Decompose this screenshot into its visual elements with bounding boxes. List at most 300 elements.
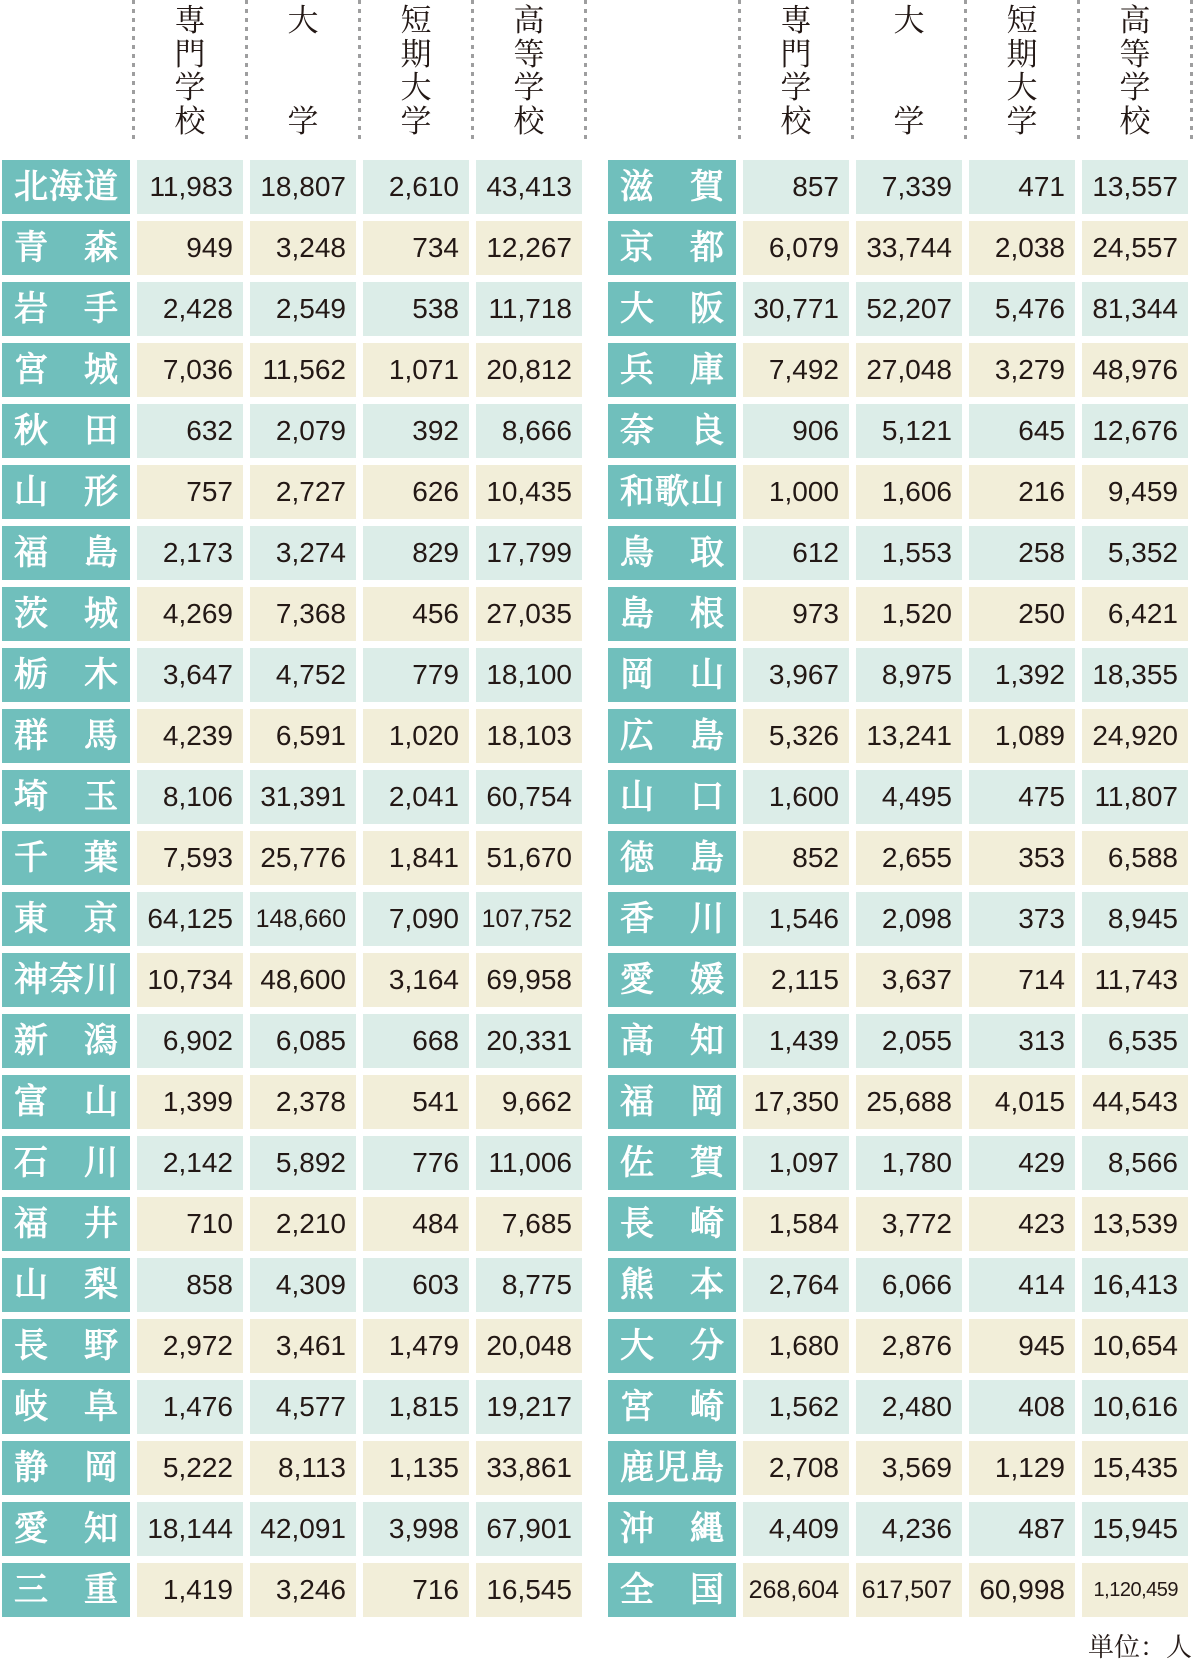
char: 本: [690, 1266, 724, 1304]
char: 学: [893, 104, 925, 139]
char: 千: [14, 839, 48, 877]
value-cell: 779: [363, 648, 469, 702]
value-cell: 10,616: [1082, 1380, 1188, 1434]
prefecture-label: [608, 709, 736, 763]
char: 青: [14, 229, 48, 267]
value-cell: 60,998: [969, 1563, 1075, 1617]
value-cell: 24,920: [1082, 709, 1188, 763]
char: 児: [655, 1449, 689, 1487]
value-cell: 8,106: [137, 770, 243, 824]
value-cell: 945: [969, 1319, 1075, 1373]
value-cell: 51,670: [476, 831, 582, 885]
char: 愛: [620, 961, 654, 999]
value-cell: 6,902: [137, 1014, 243, 1068]
value-cell: 43,413: [476, 160, 582, 214]
value-cell: 1,135: [363, 1441, 469, 1495]
value-cell: 10,734: [137, 953, 243, 1007]
char: 島: [620, 595, 654, 633]
value-cell: 44,543: [1082, 1075, 1188, 1129]
value-cell: 15,945: [1082, 1502, 1188, 1556]
value-cell: 8,775: [476, 1258, 582, 1312]
prefecture-label: [608, 221, 736, 275]
value-cell: 1,020: [363, 709, 469, 763]
char: 兵: [620, 351, 654, 389]
char: 群: [14, 717, 48, 755]
value-cell: 906: [743, 404, 849, 458]
value-cell: 1,562: [743, 1380, 849, 1434]
char: 和: [620, 473, 654, 511]
char: 阪: [690, 290, 724, 328]
value-cell: 1,476: [137, 1380, 243, 1434]
value-cell: 8,113: [250, 1441, 356, 1495]
value-cell: 2,055: [856, 1014, 962, 1068]
char: 学: [513, 70, 545, 106]
value-cell: 373: [969, 892, 1075, 946]
value-cell: 27,048: [856, 343, 962, 397]
char: 短: [1006, 3, 1038, 38]
value-cell: 16,413: [1082, 1258, 1188, 1312]
value-cell: 5,121: [856, 404, 962, 458]
value-cell: 1,097: [743, 1136, 849, 1190]
value-cell: 8,566: [1082, 1136, 1188, 1190]
value-cell: 1,439: [743, 1014, 849, 1068]
value-cell: 617,507: [856, 1563, 962, 1617]
value-cell: 19,217: [476, 1380, 582, 1434]
value-cell: 2,764: [743, 1258, 849, 1312]
value-cell: 1,815: [363, 1380, 469, 1434]
char: 期: [1006, 36, 1038, 72]
char: 重: [84, 1571, 118, 1609]
value-cell: 714: [969, 953, 1075, 1007]
value-cell: 268,604: [743, 1563, 849, 1617]
value-cell: 18,807: [250, 160, 356, 214]
char: 専: [174, 3, 206, 38]
char: 高: [620, 1022, 654, 1060]
value-cell: 7,339: [856, 160, 962, 214]
value-cell: 2,428: [137, 282, 243, 336]
char: 玉: [84, 778, 118, 816]
value-cell: 20,048: [476, 1319, 582, 1373]
char: 専: [780, 3, 812, 38]
char: 学: [1006, 103, 1038, 139]
value-cell: 5,476: [969, 282, 1075, 336]
char: 静: [14, 1449, 48, 1487]
value-cell: 2,727: [250, 465, 356, 519]
char: 校: [1119, 103, 1151, 139]
value-cell: 487: [969, 1502, 1075, 1556]
value-cell: 1,089: [969, 709, 1075, 763]
prefecture-label: [2, 1380, 130, 1434]
value-cell: 1,606: [856, 465, 962, 519]
value-cell: 15,435: [1082, 1441, 1188, 1495]
char: 岡: [690, 1083, 724, 1121]
column-header: [743, 0, 849, 145]
value-cell: 1,520: [856, 587, 962, 641]
char: 賀: [690, 1144, 724, 1182]
char: 埼: [14, 778, 48, 816]
value-cell: 2,210: [250, 1197, 356, 1251]
value-cell: 33,861: [476, 1441, 582, 1495]
value-cell: 7,492: [743, 343, 849, 397]
value-cell: 11,983: [137, 160, 243, 214]
value-cell: 107,752: [476, 892, 582, 946]
char: 高: [513, 3, 545, 38]
value-cell: 4,015: [969, 1075, 1075, 1129]
value-cell: 353: [969, 831, 1075, 885]
value-cell: 10,654: [1082, 1319, 1188, 1373]
value-cell: 27,035: [476, 587, 582, 641]
prefecture-label: [2, 526, 130, 580]
char: 大: [893, 3, 925, 38]
prefecture-label: [2, 343, 130, 397]
value-cell: 973: [743, 587, 849, 641]
value-cell: 48,976: [1082, 343, 1188, 397]
value-cell: 414: [969, 1258, 1075, 1312]
value-cell: 18,100: [476, 648, 582, 702]
char: 三: [14, 1571, 48, 1609]
value-cell: 1,399: [137, 1075, 243, 1129]
value-cell: 25,776: [250, 831, 356, 885]
table-left: [2, 0, 582, 1617]
table-right-header: [608, 0, 1188, 145]
prefecture-label: [2, 1563, 130, 1617]
value-cell: 16,545: [476, 1563, 582, 1617]
value-cell: 30,771: [743, 282, 849, 336]
prefecture-label: [2, 1014, 130, 1068]
value-cell: 25,688: [856, 1075, 962, 1129]
table-right: [608, 0, 1188, 1617]
value-cell: 1,600: [743, 770, 849, 824]
char: 京: [84, 900, 118, 938]
value-cell: 6,421: [1082, 587, 1188, 641]
char: 媛: [690, 961, 724, 999]
value-cell: 408: [969, 1380, 1075, 1434]
value-cell: 31,391: [250, 770, 356, 824]
value-cell: 148,660: [250, 892, 356, 946]
value-cell: 2,041: [363, 770, 469, 824]
char: 学: [1119, 70, 1151, 106]
value-cell: 216: [969, 465, 1075, 519]
prefecture-label: [608, 587, 736, 641]
char: 高: [1119, 3, 1151, 38]
value-cell: 3,246: [250, 1563, 356, 1617]
prefecture-label: [608, 953, 736, 1007]
value-cell: 20,331: [476, 1014, 582, 1068]
prefecture-label: [2, 404, 130, 458]
value-cell: 4,577: [250, 1380, 356, 1434]
value-cell: 81,344: [1082, 282, 1188, 336]
char: 福: [14, 534, 48, 572]
value-cell: 5,222: [137, 1441, 243, 1495]
value-cell: 2,549: [250, 282, 356, 336]
value-cell: 8,945: [1082, 892, 1188, 946]
prefecture-label: [608, 1380, 736, 1434]
char: 等: [1119, 36, 1151, 72]
value-cell: 3,274: [250, 526, 356, 580]
char: 知: [84, 1510, 118, 1548]
char: 校: [780, 103, 812, 139]
char: 山: [690, 473, 724, 511]
header-corner-spacer: [2, 0, 130, 145]
value-cell: 6,591: [250, 709, 356, 763]
value-cell: 10,435: [476, 465, 582, 519]
char: 石: [14, 1144, 48, 1182]
value-cell: 1,546: [743, 892, 849, 946]
char: 馬: [84, 717, 118, 755]
char: 東: [14, 900, 48, 938]
value-cell: 1,071: [363, 343, 469, 397]
value-cell: 1,841: [363, 831, 469, 885]
value-cell: 258: [969, 526, 1075, 580]
value-cell: 668: [363, 1014, 469, 1068]
value-cell: 2,480: [856, 1380, 962, 1434]
value-cell: 7,593: [137, 831, 243, 885]
value-cell: 1,120,459: [1082, 1563, 1188, 1617]
char: 井: [84, 1205, 118, 1243]
prefecture-label: [608, 831, 736, 885]
char: 鳥: [620, 534, 654, 572]
value-cell: 4,239: [137, 709, 243, 763]
char: 崎: [690, 1388, 724, 1426]
prefecture-label: [608, 770, 736, 824]
char: 期: [400, 36, 432, 72]
value-cell: 423: [969, 1197, 1075, 1251]
value-cell: 626: [363, 465, 469, 519]
char: 岩: [14, 290, 48, 328]
value-cell: 1,584: [743, 1197, 849, 1251]
value-cell: 4,269: [137, 587, 243, 641]
value-cell: 2,142: [137, 1136, 243, 1190]
value-cell: 60,754: [476, 770, 582, 824]
value-cell: 3,569: [856, 1441, 962, 1495]
char: 歌: [655, 473, 689, 511]
value-cell: 7,685: [476, 1197, 582, 1251]
value-cell: 7,368: [250, 587, 356, 641]
value-cell: 456: [363, 587, 469, 641]
char: 学: [287, 104, 319, 139]
header-corner-spacer: [608, 0, 736, 145]
value-cell: 3,772: [856, 1197, 962, 1251]
value-cell: 17,799: [476, 526, 582, 580]
char: 大: [620, 1327, 654, 1365]
char: 庫: [690, 351, 724, 389]
char: 広: [620, 717, 654, 755]
value-cell: 6,588: [1082, 831, 1188, 885]
value-cell: 6,079: [743, 221, 849, 275]
value-cell: 858: [137, 1258, 243, 1312]
prefecture-label: [2, 709, 130, 763]
char: 島: [690, 839, 724, 877]
value-cell: 13,539: [1082, 1197, 1188, 1251]
prefecture-label: [2, 587, 130, 641]
value-cell: 757: [137, 465, 243, 519]
value-cell: 7,036: [137, 343, 243, 397]
value-cell: 2,098: [856, 892, 962, 946]
value-cell: 11,006: [476, 1136, 582, 1190]
value-cell: 7,090: [363, 892, 469, 946]
char: 岡: [84, 1449, 118, 1487]
char: 全: [620, 1571, 654, 1609]
value-cell: 776: [363, 1136, 469, 1190]
char: 島: [690, 1449, 724, 1487]
value-cell: 1,419: [137, 1563, 243, 1617]
column-header: [137, 0, 243, 145]
char: 校: [513, 103, 545, 139]
char: 長: [14, 1327, 48, 1365]
prefecture-label: [608, 160, 736, 214]
prefecture-label: [2, 1136, 130, 1190]
prefecture-label: [2, 892, 130, 946]
char: 秋: [14, 412, 48, 450]
value-cell: 612: [743, 526, 849, 580]
char: 良: [690, 412, 724, 450]
column-header: [969, 0, 1075, 145]
char: 佐: [620, 1144, 654, 1182]
char: 川: [84, 1144, 118, 1182]
char: 城: [84, 351, 118, 389]
char: 国: [690, 1571, 724, 1609]
char: 宮: [14, 351, 48, 389]
value-cell: 6,535: [1082, 1014, 1188, 1068]
prefecture-label: [2, 1197, 130, 1251]
char: 神: [14, 961, 48, 999]
char: 沖: [620, 1510, 654, 1548]
value-cell: 1,780: [856, 1136, 962, 1190]
char: 熊: [620, 1266, 654, 1304]
value-cell: 2,972: [137, 1319, 243, 1373]
char: 手: [84, 290, 118, 328]
value-cell: 313: [969, 1014, 1075, 1068]
value-cell: 541: [363, 1075, 469, 1129]
value-cell: 538: [363, 282, 469, 336]
char: 大: [400, 70, 432, 106]
table-left-body: [2, 160, 582, 1617]
value-cell: 6,085: [250, 1014, 356, 1068]
prefecture-label: [2, 282, 130, 336]
char: 田: [84, 412, 118, 450]
prefecture-label: [608, 1197, 736, 1251]
value-cell: 18,103: [476, 709, 582, 763]
value-cell: 734: [363, 221, 469, 275]
char: 根: [690, 595, 724, 633]
value-cell: 8,975: [856, 648, 962, 702]
char: 城: [84, 595, 118, 633]
value-cell: 2,079: [250, 404, 356, 458]
char: 愛: [14, 1510, 48, 1548]
value-cell: 12,676: [1082, 404, 1188, 458]
column-header: [476, 0, 582, 145]
char: 大: [620, 290, 654, 328]
char: 等: [513, 36, 545, 72]
char: 徳: [620, 839, 654, 877]
value-cell: 710: [137, 1197, 243, 1251]
char: 奈: [49, 961, 83, 999]
char: 山: [84, 1083, 118, 1121]
value-cell: 852: [743, 831, 849, 885]
char: 岐: [14, 1388, 48, 1426]
unit-note: 単位：人: [1087, 1632, 1192, 1662]
char: 大: [287, 3, 319, 38]
prefecture-label: [608, 1075, 736, 1129]
value-cell: 632: [137, 404, 243, 458]
char: 校: [174, 103, 206, 139]
value-cell: 250: [969, 587, 1075, 641]
prefecture-label: [2, 221, 130, 275]
char: 分: [690, 1327, 724, 1365]
value-cell: 17,350: [743, 1075, 849, 1129]
char: 取: [690, 534, 724, 572]
char: 北: [14, 168, 48, 206]
prefecture-label: [608, 892, 736, 946]
prefecture-label: [608, 648, 736, 702]
char: 口: [690, 778, 724, 816]
char: 長: [620, 1205, 654, 1243]
value-cell: 1,129: [969, 1441, 1075, 1495]
char: 縄: [690, 1510, 724, 1548]
value-cell: 8,666: [476, 404, 582, 458]
char: 道: [84, 168, 118, 206]
char: 木: [84, 656, 118, 694]
value-cell: 645: [969, 404, 1075, 458]
char: 川: [84, 961, 118, 999]
char: 川: [690, 900, 724, 938]
value-cell: 13,241: [856, 709, 962, 763]
value-cell: 2,708: [743, 1441, 849, 1495]
char: 梨: [84, 1266, 118, 1304]
value-cell: 1,479: [363, 1319, 469, 1373]
char: 香: [620, 900, 654, 938]
char: 新: [14, 1022, 48, 1060]
column-header: [363, 0, 469, 145]
char: 山: [14, 1266, 48, 1304]
char: 野: [84, 1327, 118, 1365]
value-cell: 52,207: [856, 282, 962, 336]
value-cell: 1,000: [743, 465, 849, 519]
prefecture-label: [608, 343, 736, 397]
value-cell: 2,115: [743, 953, 849, 1007]
char: 短: [400, 3, 432, 38]
prefecture-label: [2, 1441, 130, 1495]
char: 阜: [84, 1388, 118, 1426]
value-cell: 18,355: [1082, 648, 1188, 702]
prefecture-label: [608, 1563, 736, 1617]
char: 海: [49, 168, 83, 206]
value-cell: 2,038: [969, 221, 1075, 275]
char: 山: [620, 778, 654, 816]
prefecture-label: [608, 1441, 736, 1495]
prefecture-label: [2, 465, 130, 519]
value-cell: 1,680: [743, 1319, 849, 1373]
value-cell: 24,557: [1082, 221, 1188, 275]
value-cell: 69,958: [476, 953, 582, 1007]
value-cell: 392: [363, 404, 469, 458]
char: 学: [174, 70, 206, 106]
value-cell: 829: [363, 526, 469, 580]
value-cell: 4,309: [250, 1258, 356, 1312]
value-cell: 4,752: [250, 648, 356, 702]
prefecture-label: [608, 404, 736, 458]
value-cell: 949: [137, 221, 243, 275]
value-cell: 2,173: [137, 526, 243, 580]
value-cell: 9,459: [1082, 465, 1188, 519]
value-cell: 11,718: [476, 282, 582, 336]
value-cell: 4,495: [856, 770, 962, 824]
prefecture-label: [2, 831, 130, 885]
char: 宮: [620, 1388, 654, 1426]
char: 門: [780, 36, 812, 72]
char: 崎: [690, 1205, 724, 1243]
value-cell: 3,164: [363, 953, 469, 1007]
